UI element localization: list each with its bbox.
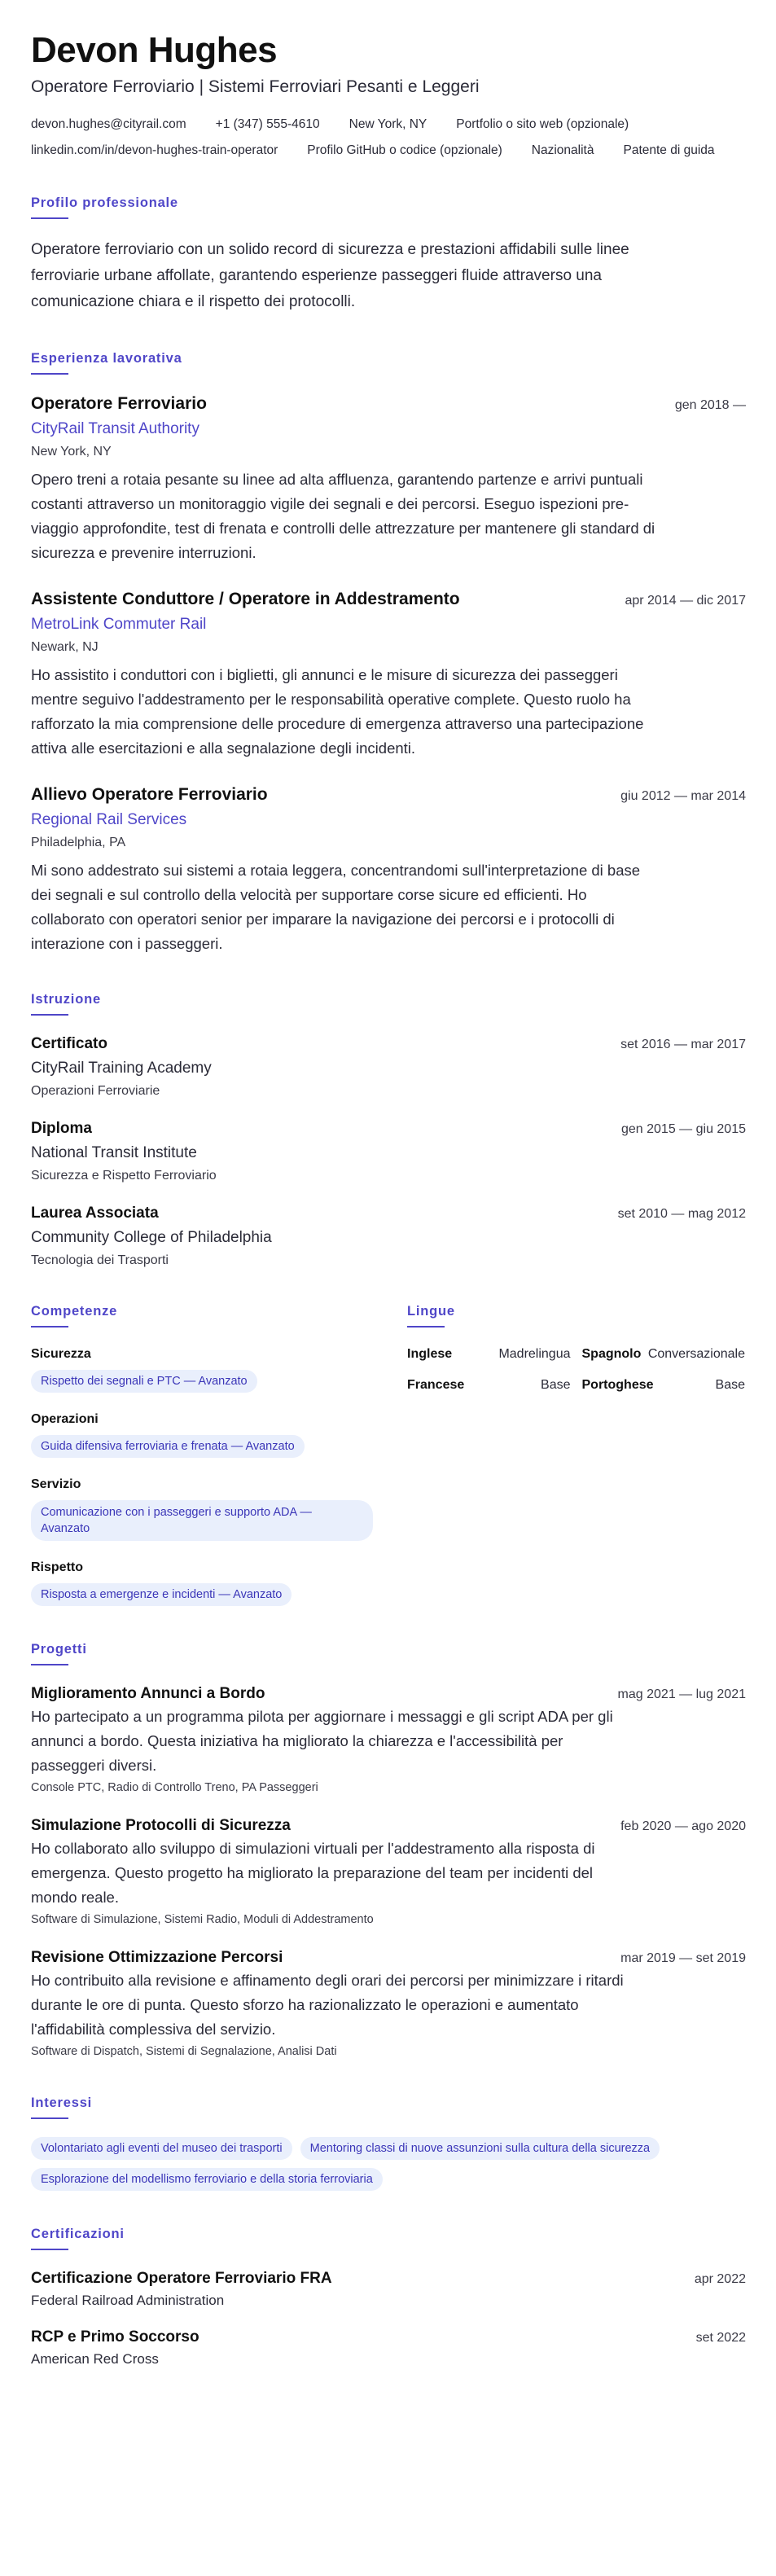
experience-entry — [31, 393, 746, 565]
company-name: CityRail Transit Authority — [31, 420, 199, 437]
job-description: Opero treni a rotaia pesante su linee ad alta affluenza, garantendo partenze e arrivi puntuali costanti attraverso un monitoraggio vigile dei segnali e dei percorsi. Eseguo ispezioni pre-viaggio approfondite, test di frenata e controlli delle attrezzature per mantenere gli standard di sicurezza e prevenire interruzioni. — [31, 471, 655, 561]
job-location: Newark, NJ — [31, 640, 99, 654]
company-name: MetroLink Commuter Rail — [31, 616, 207, 633]
resume-header — [31, 29, 746, 160]
education-entry — [31, 1118, 746, 1185]
certification-entry — [31, 2327, 746, 2369]
project-name: Simulazione Protocolli di Sicurezza — [31, 1817, 291, 1834]
job-dates: giu 2012 — mar 2014 — [620, 789, 746, 803]
skill-group-name: Rispetto — [31, 1560, 83, 1574]
certification-date: set 2022 — [695, 2331, 746, 2345]
education-dates: set 2010 — mag 2012 — [617, 1207, 746, 1221]
section-title: Progetti — [31, 1642, 87, 1657]
language-level: Madrelingua — [498, 1347, 571, 1361]
section-divider — [31, 1664, 68, 1665]
skill-chip: Guida difensiva ferroviaria e frenata — Avanzato — [31, 1435, 305, 1458]
projects-section — [31, 1640, 746, 2060]
degree-title: Certificato — [31, 1035, 107, 1052]
language-level: Base — [715, 1378, 745, 1392]
interest-chip: Volontariato agli eventi del museo dei trasporti — [31, 2137, 292, 2160]
section-title: Certificazioni — [31, 2227, 125, 2241]
education-dates: gen 2015 — giu 2015 — [620, 1122, 746, 1136]
project-name: Revisione Ottimizzazione Percorsi — [31, 1949, 283, 1966]
project-dates: feb 2020 — ago 2020 — [620, 1819, 746, 1833]
education-entry — [31, 1203, 746, 1270]
school-name: National Transit Institute — [31, 1144, 197, 1161]
languages-section — [407, 1302, 745, 1606]
contact-location: New York, NY — [349, 117, 427, 131]
skill-group-name: Sicurezza — [31, 1347, 91, 1361]
study-field: Operazioni Ferroviarie — [31, 1084, 160, 1098]
language-name: Portoghese — [581, 1378, 654, 1392]
summary-section — [31, 194, 746, 315]
experience-entry — [31, 588, 746, 761]
experience-entry — [31, 783, 746, 956]
interest-list — [31, 2137, 746, 2191]
skill-group-name: Servizio — [31, 1477, 81, 1491]
skill-group — [31, 1559, 373, 1606]
job-description: Ho assistito i conduttori con i biglietti, gli annunci e le misure di sicurezza dei passeggeri mentre seguivo l'addestramento per le responsabilità operative complete. Questo ruolo ha rafforzato la mia comprensione delle procedure di emergenza attraverso una partecipazione attiva alle esercitazioni e alla segnalazione degli incidenti. — [31, 666, 644, 757]
section-divider — [31, 1014, 68, 1016]
headline: Operatore Ferroviario | Sistemi Ferroviari Pesanti e Leggeri — [31, 77, 480, 96]
company-name: Regional Rail Services — [31, 811, 187, 828]
language-item — [407, 1376, 571, 1394]
language-level: Conversazionale — [647, 1347, 745, 1361]
skills-languages-row — [31, 1302, 746, 1606]
language-level: Base — [541, 1378, 571, 1392]
job-title: Assistente Conduttore / Operatore in Addestramento — [31, 590, 460, 608]
skills-section — [31, 1302, 373, 1606]
language-name: Inglese — [407, 1347, 453, 1361]
education-entry — [31, 1033, 746, 1100]
project-dates: mag 2021 — lug 2021 — [617, 1687, 746, 1701]
contact-portfolio[interactable]: Portfolio o sito web (opzionale) — [456, 117, 629, 131]
section-title: Istruzione — [31, 992, 101, 1007]
language-name: Spagnolo — [581, 1347, 642, 1361]
section-divider — [31, 373, 68, 375]
project-entry — [31, 1947, 746, 2060]
project-tools: Software di Dispatch, Sistemi di Segnalazione, Analisi Dati — [31, 2045, 337, 2058]
contact-phone[interactable]: +1 (347) 555-4610 — [215, 117, 320, 131]
project-description: Ho contribuito alla revisione e affinamento degli orari dei percorsi per minimizzare i ritardi durante le ore di punta. Questo sforzo ha razionalizzato le operazioni e aumentato l'affidabilità complessiva del servizio. — [31, 1972, 624, 2038]
job-title: Allievo Operatore Ferroviario — [31, 785, 268, 804]
project-name: Miglioramento Annunci a Bordo — [31, 1685, 265, 1702]
certifications-section — [31, 2225, 746, 2369]
contact-github[interactable]: Profilo GitHub o codice (opzionale) — [307, 143, 502, 157]
contact-email[interactable]: devon.hughes@cityrail.com — [31, 117, 186, 131]
school-name: Community College of Philadelphia — [31, 1229, 272, 1246]
contact-list — [31, 116, 748, 160]
section-divider — [31, 2117, 68, 2119]
contact-driving-license: Patente di guida — [623, 143, 715, 157]
skill-group-name: Operazioni — [31, 1412, 99, 1426]
project-entry — [31, 1815, 746, 1928]
skill-group — [31, 1345, 373, 1393]
interests-section — [31, 2094, 746, 2191]
certification-entry — [31, 2268, 746, 2311]
certification-issuer: Federal Railroad Administration — [31, 2293, 225, 2308]
section-divider — [31, 2249, 68, 2250]
section-divider — [407, 1326, 445, 1327]
section-divider — [31, 217, 68, 219]
study-field: Tecnologia dei Trasporti — [31, 1253, 169, 1267]
skill-chip: Rispetto dei segnali e PTC — Avanzato — [31, 1370, 257, 1393]
skill-chip: Risposta a emergenze e incidenti — Avanzato — [31, 1583, 292, 1606]
certification-name: RCP e Primo Soccorso — [31, 2328, 199, 2346]
contact-nationality: Nazionalità — [531, 143, 594, 157]
job-location: New York, NY — [31, 445, 112, 459]
experience-section — [31, 349, 746, 956]
skill-group — [31, 1476, 373, 1541]
project-description: Ho partecipato a un programma pilota per aggiornare i messaggi e gli script ADA per gli annunci a bordo. Questa iniziativa ha migliorato la chiarezza e l'accessibilità per passeggeri diversi. — [31, 1708, 613, 1774]
skill-group — [31, 1411, 373, 1458]
certification-date: apr 2022 — [694, 2272, 746, 2286]
job-title: Operatore Ferroviario — [31, 394, 207, 413]
language-item — [407, 1345, 571, 1363]
section-title: Esperienza lavorativa — [31, 351, 182, 366]
candidate-name: Devon Hughes — [31, 30, 278, 70]
certification-issuer: American Red Cross — [31, 2351, 159, 2367]
language-name: Francese — [407, 1378, 465, 1392]
job-location: Philadelphia, PA — [31, 836, 126, 849]
section-title: Profilo professionale — [31, 195, 178, 210]
job-dates: apr 2014 — dic 2017 — [625, 594, 746, 608]
school-name: CityRail Training Academy — [31, 1060, 212, 1077]
degree-title: Laurea Associata — [31, 1205, 159, 1222]
project-tools: Software di Simulazione, Sistemi Radio, Moduli di Addestramento — [31, 1913, 374, 1926]
project-tools: Console PTC, Radio di Controllo Treno, PA Passeggeri — [31, 1781, 318, 1794]
section-title: Lingue — [407, 1304, 455, 1319]
language-item — [582, 1345, 746, 1363]
study-field: Sicurezza e Rispetto Ferroviario — [31, 1169, 217, 1183]
skill-chip: Comunicazione con i passeggeri e supporto ADA — Avanzato — [31, 1500, 373, 1541]
education-section — [31, 990, 746, 1270]
interest-chip: Mentoring classi di nuove assunzioni sulla cultura della sicurezza — [300, 2137, 660, 2160]
section-title: Interessi — [31, 2095, 93, 2110]
contact-linkedin[interactable]: linkedin.com/in/devon-hughes-train-operator — [31, 143, 278, 157]
section-divider — [31, 1326, 68, 1327]
job-description: Mi sono addestrato sui sistemi a rotaia leggera, concentrandomi sull'interpretazione di base dei segnali e sul controllo della velocità per supportare corse sicure ed efficienti. Ho collaborato con operatori senior per imparare la navigazione dei percorsi e i protocolli di interazione con i passeggeri. — [31, 862, 641, 952]
education-dates: set 2016 — mar 2017 — [620, 1038, 746, 1051]
project-description: Ho collaborato allo sviluppo di simulazioni virtuali per l'addestramento alla risposta di emergenza. Questo progetto ha migliorato la preparazione del team per incidenti del mondo reale. — [31, 1840, 595, 1906]
project-entry — [31, 1683, 746, 1796]
certification-name: Certificazione Operatore Ferroviario FRA — [31, 2270, 332, 2287]
summary-text: Operatore ferroviario con un solido record di sicurezza e prestazioni affidabili sulle linee ferroviarie urbane affollate, garantendo esperienze passeggeri fluide attraverso una comunicazione chiara e il rispetto dei protocolli. — [31, 241, 629, 310]
degree-title: Diploma — [31, 1120, 92, 1137]
language-list — [407, 1345, 745, 1394]
interest-chip: Esplorazione del modellismo ferroviario e della storia ferroviaria — [31, 2168, 383, 2191]
job-dates: gen 2018 — — [674, 398, 746, 412]
section-title: Competenze — [31, 1304, 118, 1319]
project-dates: mar 2019 — set 2019 — [620, 1951, 746, 1965]
language-item — [582, 1376, 746, 1394]
